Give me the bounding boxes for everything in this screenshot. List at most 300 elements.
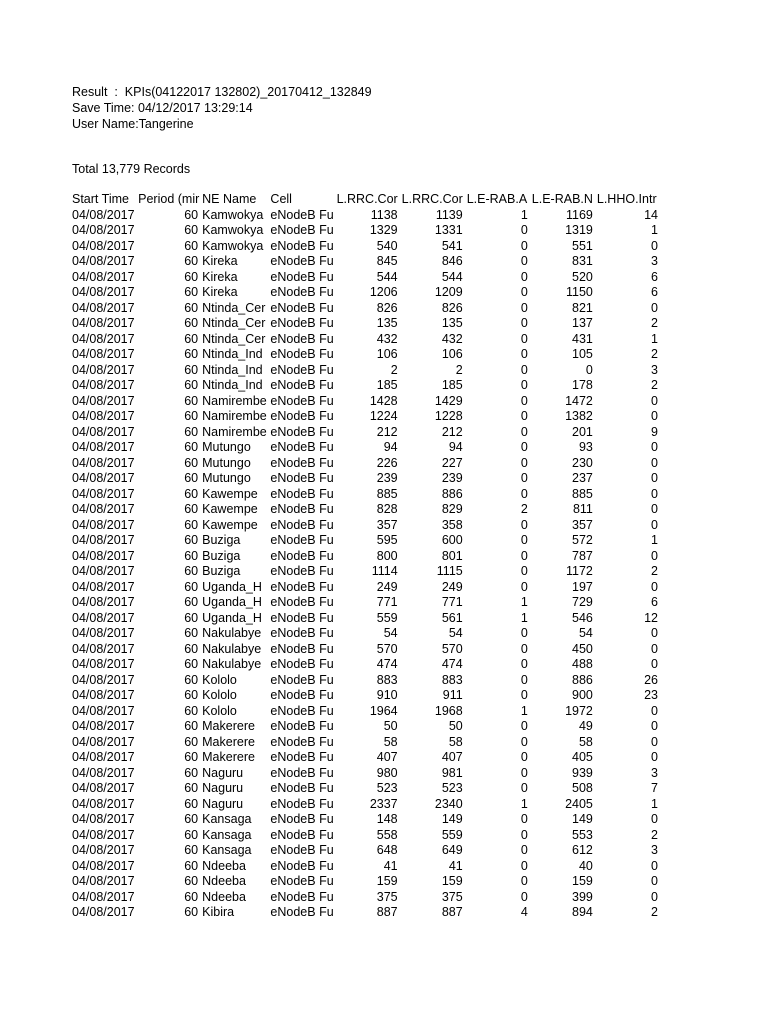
table-cell: 60	[184, 595, 199, 609]
table-cell: 2	[651, 905, 658, 919]
table-cell: Ntinda_Cer	[202, 316, 266, 330]
table-cell: 201	[572, 424, 593, 439]
table-cell: Kamwokya	[202, 238, 264, 253]
table-cell: 474	[376, 657, 398, 671]
table-cell: 185	[441, 378, 463, 392]
table-cell: 1	[520, 796, 528, 811]
table-row	[70, 719, 660, 735]
table-cell: eNodeB Fu	[270, 378, 334, 392]
table-cell: 04/08/2017	[72, 362, 135, 377]
table-cell: eNodeB Fu	[270, 734, 334, 749]
table-row	[70, 456, 660, 472]
table-row	[70, 363, 660, 379]
table-cell: 60	[184, 626, 199, 640]
table-cell: 1139	[435, 207, 463, 222]
table-cell: 520	[572, 269, 593, 284]
table-cell: 0	[520, 641, 528, 656]
table-row	[70, 254, 660, 270]
table-cell: 04/08/2017	[72, 409, 135, 423]
table-cell: 0	[651, 300, 658, 315]
table-cell: 405	[572, 750, 593, 764]
table-cell: 135	[376, 316, 398, 330]
table-cell: Makerere	[202, 750, 255, 764]
table-cell: Kireka	[202, 269, 238, 284]
table-cell: 1329	[369, 223, 398, 237]
table-cell: 508	[572, 781, 593, 795]
table-row	[70, 409, 660, 425]
table-cell: 237	[572, 471, 593, 485]
table-cell: eNodeB Fu	[270, 719, 334, 733]
table-cell: 60	[184, 347, 199, 361]
table-cell: 2405	[565, 796, 593, 811]
table-cell: 1	[520, 610, 528, 625]
table-cell: 0	[520, 440, 528, 454]
table-cell: 0	[651, 238, 658, 253]
table-row	[70, 502, 660, 518]
table-cell: 0	[520, 734, 528, 749]
table-cell: 159	[376, 874, 398, 888]
table-cell: 2	[455, 362, 463, 377]
table-cell: 178	[572, 378, 593, 392]
table-cell: 432	[441, 331, 463, 346]
table-cell: 04/08/2017	[72, 734, 135, 749]
column-header: L.E-RAB.A	[466, 192, 528, 206]
table-cell: 0	[520, 889, 528, 904]
table-row	[70, 626, 660, 642]
table-cell: 149	[572, 812, 593, 826]
table-cell: 04/08/2017	[72, 688, 135, 702]
table-cell: Buziga	[202, 548, 241, 563]
table-cell: 523	[376, 781, 398, 795]
table-cell: 826	[376, 300, 398, 315]
table-cell: 04/08/2017	[72, 424, 135, 439]
table-cell: 883	[441, 672, 463, 687]
table-cell: 04/08/2017	[72, 269, 135, 284]
table-cell: Naguru	[202, 765, 244, 780]
table-cell: 159	[441, 874, 463, 888]
table-cell: 6	[651, 269, 658, 284]
table-cell: 771	[376, 595, 398, 609]
table-row	[70, 223, 660, 239]
table-cell: 60	[184, 331, 199, 346]
table-cell: 649	[441, 843, 463, 857]
column-header: Start Time	[72, 192, 129, 206]
table-cell: 41	[448, 858, 463, 873]
table-cell: 60	[184, 424, 199, 439]
table-cell: 54	[578, 626, 593, 640]
table-cell: 0	[520, 223, 528, 237]
table-cell: 887	[441, 905, 463, 919]
table-cell: 845	[376, 254, 398, 268]
table-cell: 04/08/2017	[72, 471, 135, 485]
table-cell: eNodeB Fu	[270, 269, 334, 284]
table-row	[70, 781, 660, 797]
table-cell: 0	[520, 269, 528, 284]
result-line: Result : KPIs(04122017 132802)_20170412_132849	[72, 85, 372, 99]
table-row	[70, 874, 660, 890]
table-cell: 04/08/2017	[72, 719, 135, 733]
table-cell: 0	[520, 657, 528, 671]
table-cell: 0	[651, 502, 658, 516]
table-cell: 729	[572, 595, 593, 609]
table-cell: Kololo	[202, 703, 237, 718]
table-cell: 541	[441, 238, 463, 253]
table-cell: 811	[572, 502, 593, 516]
table-cell: 60	[184, 207, 199, 222]
table-cell: 0	[520, 238, 528, 253]
table-cell: 0	[651, 626, 658, 640]
table-cell: 0	[520, 843, 528, 857]
table-cell: 544	[441, 269, 463, 284]
table-cell: eNodeB Fu	[270, 688, 334, 702]
table-row	[70, 859, 660, 875]
table-cell: 910	[376, 688, 398, 702]
column-header: NE Name	[202, 192, 257, 206]
table-cell: eNodeB Fu	[270, 657, 334, 671]
table-cell: 357	[376, 517, 398, 532]
table-cell: 0	[520, 765, 528, 780]
table-cell: 23	[644, 688, 658, 702]
table-cell: Ntinda_Ind	[202, 347, 263, 361]
table-cell: 04/08/2017	[72, 207, 135, 222]
table-cell: eNodeB Fu	[270, 362, 334, 377]
table-cell: eNodeB Fu	[270, 703, 334, 718]
table-row	[70, 812, 660, 828]
table-row	[70, 378, 660, 394]
table-cell: eNodeB Fu	[270, 843, 334, 857]
table-cell: 04/08/2017	[72, 316, 135, 330]
table-cell: 600	[441, 533, 463, 547]
table-cell: 60	[184, 843, 199, 857]
table-cell: eNodeB Fu	[270, 564, 334, 578]
table-cell: eNodeB Fu	[270, 533, 334, 547]
table-cell: 3	[651, 362, 658, 377]
table-row	[70, 394, 660, 410]
table-cell: 572	[572, 533, 593, 547]
table-cell: 1331	[434, 223, 463, 237]
table-cell: 0	[520, 533, 528, 547]
table-cell: 60	[184, 362, 199, 377]
table-cell: 04/08/2017	[72, 796, 135, 811]
table-cell: 04/08/2017	[72, 331, 135, 346]
table-cell: 04/08/2017	[72, 300, 135, 315]
table-cell: 1	[651, 796, 658, 811]
table-cell: 60	[184, 316, 199, 330]
column-header: L.HHO.Intr	[596, 192, 657, 206]
table-cell: 26	[644, 672, 658, 687]
table-row	[70, 843, 660, 859]
table-row	[70, 580, 660, 596]
table-cell: 1472	[565, 393, 593, 408]
table-cell: 559	[441, 827, 463, 842]
table-cell: 04/08/2017	[72, 564, 135, 578]
table-row	[70, 611, 660, 627]
column-header: L.RRC.Cor	[401, 192, 463, 206]
table-cell: 0	[651, 703, 658, 718]
table-cell: 04/08/2017	[72, 440, 135, 454]
table-cell: 0	[520, 548, 528, 563]
table-cell: 230	[572, 455, 593, 470]
table-cell: 137	[572, 316, 593, 330]
table-cell: 58	[578, 734, 593, 749]
table-cell: 60	[184, 688, 199, 702]
table-cell: eNodeB Fu	[270, 781, 334, 795]
table-cell: 0	[520, 672, 528, 687]
table-cell: 2	[651, 347, 658, 361]
table-cell: 60	[184, 378, 199, 392]
table-cell: 432	[376, 331, 398, 346]
table-cell: eNodeB Fu	[270, 889, 334, 904]
table-cell: 407	[376, 750, 398, 764]
table-cell: 0	[520, 827, 528, 842]
table-cell: 40	[578, 858, 593, 873]
table-cell: 185	[376, 378, 398, 392]
table-cell: eNodeB Fu	[270, 626, 334, 640]
table-cell: Ntinda_Cer	[202, 331, 266, 346]
table-cell: 0	[520, 517, 528, 532]
table-cell: 0	[520, 874, 528, 888]
table-cell: 106	[441, 347, 463, 361]
table-cell: 60	[184, 781, 199, 795]
table-cell: 12	[644, 610, 658, 625]
table-cell: 14	[644, 207, 658, 222]
table-cell: 50	[448, 719, 463, 733]
table-cell: 375	[441, 889, 463, 904]
table-body	[70, 208, 660, 921]
table-cell: 60	[184, 533, 199, 547]
table-cell: Kamwokya	[202, 207, 264, 222]
table-cell: 0	[651, 750, 658, 764]
table-cell: 900	[572, 688, 593, 702]
table-cell: 911	[442, 688, 463, 702]
table-cell: Kireka	[202, 254, 238, 268]
table-cell: 60	[184, 734, 199, 749]
table-cell: Kansaga	[202, 827, 252, 842]
table-cell: 375	[376, 889, 398, 904]
table-cell: 1	[651, 331, 658, 346]
table-cell: 2337	[369, 796, 398, 811]
table-cell: 04/08/2017	[72, 595, 135, 609]
table-cell: 0	[651, 657, 658, 671]
table-row	[70, 285, 660, 301]
table-cell: 0	[651, 874, 658, 888]
table-cell: 0	[520, 393, 528, 408]
table-row	[70, 332, 660, 348]
table-cell: eNodeB Fu	[270, 347, 334, 361]
table-row	[70, 533, 660, 549]
table-cell: 60	[184, 796, 199, 811]
table-cell: 1115	[436, 564, 463, 578]
table-cell: 226	[376, 455, 398, 470]
table-cell: 0	[651, 471, 658, 485]
table-row	[70, 440, 660, 456]
table-cell: 0	[520, 254, 528, 268]
table-cell: 149	[441, 812, 463, 826]
table-cell: 93	[578, 440, 593, 454]
kpi-table	[70, 192, 660, 921]
table-cell: 54	[383, 626, 398, 640]
table-cell: 0	[520, 688, 528, 702]
table-cell: Kawempe	[202, 517, 258, 532]
table-row	[70, 425, 660, 441]
table-cell: Nakulabye	[202, 657, 262, 671]
table-cell: Naguru	[202, 781, 244, 795]
table-row	[70, 828, 660, 844]
table-cell: 04/08/2017	[72, 889, 135, 904]
table-cell: eNodeB Fu	[270, 827, 334, 842]
table-cell: 60	[184, 548, 199, 563]
table-cell: 612	[572, 843, 593, 857]
table-cell: 2	[651, 378, 658, 392]
table-cell: 546	[572, 610, 593, 625]
table-cell: 0	[520, 455, 528, 470]
table-cell: Ndeeba	[202, 874, 246, 888]
table-cell: 0	[520, 409, 528, 423]
table-cell: Makerere	[202, 719, 255, 733]
table-cell: 04/08/2017	[72, 858, 135, 873]
table-cell: 787	[572, 548, 593, 563]
table-cell: 60	[184, 254, 199, 268]
table-cell: 0	[520, 347, 528, 361]
table-cell: 04/08/2017	[72, 641, 135, 656]
table-cell: 04/08/2017	[72, 548, 135, 563]
table-cell: 197	[572, 579, 593, 594]
table-cell: Ntinda_Ind	[202, 378, 263, 392]
table-row	[70, 657, 660, 673]
table-cell: Buziga	[202, 533, 241, 547]
table-cell: 0	[585, 362, 593, 377]
table-cell: 551	[572, 238, 593, 253]
table-cell: 886	[441, 486, 463, 501]
table-row	[70, 208, 660, 224]
table-cell: 9	[651, 424, 658, 439]
table-cell: eNodeB Fu	[270, 812, 334, 826]
table-cell: eNodeB Fu	[270, 750, 334, 764]
table-cell: 212	[376, 424, 398, 439]
table-cell: Uganda_H	[202, 610, 262, 625]
table-cell: 60	[184, 517, 199, 532]
table-cell: 60	[184, 455, 199, 470]
table-cell: 04/08/2017	[72, 812, 135, 826]
table-cell: eNodeB Fu	[270, 409, 334, 423]
table-cell: 135	[441, 316, 463, 330]
table-cell: 800	[376, 548, 398, 563]
table-cell: Mutungo	[202, 471, 251, 485]
table-cell: 04/08/2017	[72, 254, 135, 268]
table-cell: 249	[441, 579, 463, 594]
table-cell: eNodeB Fu	[270, 517, 334, 532]
table-cell: 826	[441, 300, 463, 315]
table-cell: eNodeB Fu	[270, 548, 334, 563]
table-cell: 523	[441, 781, 463, 795]
table-cell: 04/08/2017	[72, 579, 135, 594]
table-cell: 399	[572, 889, 593, 904]
table-cell: Namirembe	[202, 424, 267, 439]
table-cell: 0	[520, 781, 528, 795]
table-cell: 04/08/2017	[72, 347, 135, 361]
table-cell: 54	[448, 626, 463, 640]
table-row	[70, 518, 660, 534]
table-cell: eNodeB Fu	[270, 905, 334, 919]
user-name-line: User Name:Tangerine	[72, 117, 194, 131]
table-cell: 885	[376, 486, 398, 501]
table-cell: eNodeB Fu	[270, 207, 334, 222]
table-cell: 60	[184, 486, 199, 501]
table-cell: 60	[184, 703, 199, 718]
table-cell: Ndeeba	[202, 889, 246, 904]
table-cell: 828	[376, 502, 398, 516]
table-cell: 212	[441, 424, 463, 439]
table-cell: 2340	[434, 796, 463, 811]
table-cell: 450	[572, 641, 593, 656]
table-cell: 60	[184, 827, 199, 842]
table-cell: 58	[448, 734, 463, 749]
table-cell: 04/08/2017	[72, 765, 135, 780]
table-cell: 60	[184, 579, 199, 594]
table-cell: 1	[651, 223, 658, 237]
table-cell: 04/08/2017	[72, 223, 135, 237]
table-cell: 6	[651, 595, 658, 609]
table-cell: Kawempe	[202, 502, 258, 516]
table-cell: Kireka	[202, 285, 238, 299]
table-cell: 771	[441, 595, 463, 609]
table-cell: eNodeB Fu	[270, 285, 334, 299]
table-cell: 0	[651, 719, 658, 733]
table-cell: 981	[441, 765, 463, 780]
table-cell: Kibira	[202, 905, 235, 919]
table-cell: 0	[651, 455, 658, 470]
table-cell: eNodeB Fu	[270, 874, 334, 888]
table-cell: 0	[520, 362, 528, 377]
table-row	[70, 735, 660, 751]
table-cell: eNodeB Fu	[270, 424, 334, 439]
table-cell: 1	[520, 703, 528, 718]
table-cell: Ntinda_Cer	[202, 300, 266, 315]
table-cell: eNodeB Fu	[270, 486, 334, 501]
table-cell: 1209	[434, 285, 463, 299]
table-cell: 561	[441, 610, 463, 625]
table-cell: 939	[572, 765, 593, 780]
table-cell: 0	[651, 812, 658, 826]
table-cell: 04/08/2017	[72, 843, 135, 857]
table-cell: 407	[441, 750, 463, 764]
table-cell: 04/08/2017	[72, 517, 135, 532]
table-cell: 358	[441, 517, 463, 532]
column-header: Period (mir	[138, 192, 200, 206]
table-row	[70, 316, 660, 332]
table-cell: Kansaga	[202, 843, 252, 857]
table-cell: 553	[572, 827, 593, 842]
table-cell: 887	[376, 905, 398, 919]
table-cell: eNodeB Fu	[270, 238, 334, 253]
table-cell: 980	[376, 765, 398, 780]
table-cell: 60	[184, 858, 199, 873]
table-cell: eNodeB Fu	[270, 595, 334, 609]
table-cell: 0	[651, 858, 658, 873]
table-cell: 540	[376, 238, 398, 253]
table-row	[70, 704, 660, 720]
column-header: Cell	[270, 192, 292, 206]
table-cell: 0	[520, 331, 528, 346]
table-cell: 04/08/2017	[72, 905, 135, 919]
table-row	[70, 750, 660, 766]
table-cell: 94	[448, 440, 463, 454]
table-cell: eNodeB Fu	[270, 672, 334, 687]
table-row	[70, 239, 660, 255]
table-cell: 570	[376, 641, 398, 656]
table-cell: 148	[376, 812, 398, 826]
table-cell: 0	[520, 719, 528, 733]
